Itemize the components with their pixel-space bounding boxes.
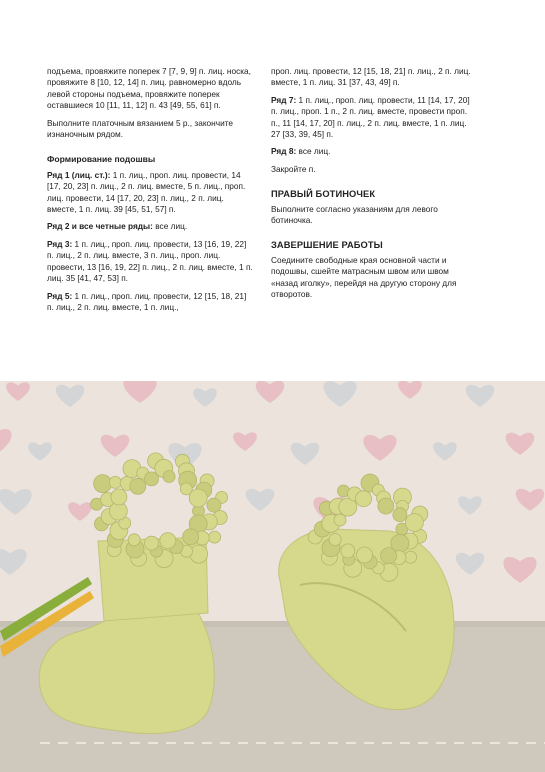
paragraph: Закройте п. [271,163,316,174]
frill-loop [341,544,355,558]
row-instruction [47,170,253,216]
frill-loop [94,475,112,493]
frill-loop [183,529,199,545]
paragraph: Соедините свободные края основной части и подошвы, сшейте матрасным швом или швом «назад иголку», перейдя на другую сторону для отворотов. [271,254,457,300]
paragraph: Выполните платочным вязанием 5 р., закончите изнаночным рядом. [47,117,234,140]
row-text: 1 п. лиц., проп. лиц. провести, 14 [17, 20, 23] п. лиц., 2 п. лиц. вместе, 5 п. лиц., проп. лиц. провести, 14 [17, 20, 23] п. лиц., 2 п. лиц. вместе, 1 п. лиц. 39 [45, 51, 57] п. [47,169,246,215]
frill-loop [130,478,146,494]
frill-loop [128,534,140,546]
row-label: Ряд 2 и все четные ряды: [47,221,153,232]
right-column [271,66,477,307]
text-columns [47,66,507,378]
row-text: 1 п. лиц., проп. лиц. провести, 11 [14, 17, 20] п. лиц., проп. 1 п., 2 п. лиц. вместе, провести проп. п., 11 [14, 17, 20] п. лиц., 2 п. лиц. вместе, 1 п. лиц. 27 [33, 39, 45] п. [271,94,470,140]
frill-loop [160,533,176,549]
frill-loop [163,471,175,483]
row-instruction [47,239,253,285]
paragraph: подъема, провяжите поперек 7 [7, 9, 9] п. лиц. носка, провяжите 8 [10, 12, 14] п. лиц. равномерно вдоль левой стороны подъема, провяжите поперек оставшиеся 10 [11, 11, 12] п. 43 [49, 55, 61] п. [47,66,251,111]
frill-loop [189,489,207,507]
frill-loop [381,548,397,564]
frill-loop [405,551,417,563]
frill-loop [357,547,373,563]
frill-loop [329,534,341,546]
row-label: Ряд 8: [271,146,297,157]
frill-loop [207,498,221,512]
row-label: Ряд 5: [47,290,73,301]
section-heading: ПРАВЫЙ БОТИНОЧЕК [271,189,376,200]
frill-loop [111,489,127,505]
frill-loop [145,536,159,550]
row-instruction [271,95,477,141]
booties-illustration [0,381,545,772]
row-text: 1 п. лиц., проп. лиц. провести, 13 [16, 19, 22] п. лиц., 2 п. лиц. вместе, 3 п. лиц., проп. лиц. провести, 13 [16, 19, 22] п. лиц., 2 п. лиц. вместе, 1 п. лиц. 35 [41, 47, 53] п. [47,238,253,284]
frill-loop [405,514,423,532]
section-heading: ЗАВЕРШЕНИЕ РАБОТЫ [271,240,383,251]
left-column [47,66,253,319]
row-instruction [47,221,253,232]
surface-edge [0,621,545,627]
row-label: Ряд 3: [47,238,73,249]
row-instruction [47,291,253,314]
row-instruction [271,146,477,157]
row-text: все лиц. [296,146,331,157]
row-text: 1 п. лиц., проп. лиц. провести, 12 [15, 18, 21] п. лиц., 2 п. лиц. вместе, 1 п. лиц., [47,290,247,312]
frill-loop [356,491,372,507]
row-label: Ряд 7: [271,94,297,105]
booties-photo [0,381,545,772]
frill-loop [109,476,121,488]
section-heading: Формирование подошвы [47,154,156,165]
frill-loop [393,508,407,522]
row-text: все лиц. [152,221,188,232]
row-label: Ряд 1 (лиц. ст.): [47,169,111,180]
frill-loop [209,531,221,543]
paragraph: проп. лиц. провести, 12 [15, 18, 21] п. лиц., 2 п. лиц. вместе, 1 п. лиц. 31 [37, 43, 49] п. [271,66,471,88]
frill-loop [334,514,346,526]
frill-loop [378,498,394,514]
frill-loop [190,545,208,563]
paragraph: Выполните согласно указаниям для левого ботиночка. [271,203,438,226]
